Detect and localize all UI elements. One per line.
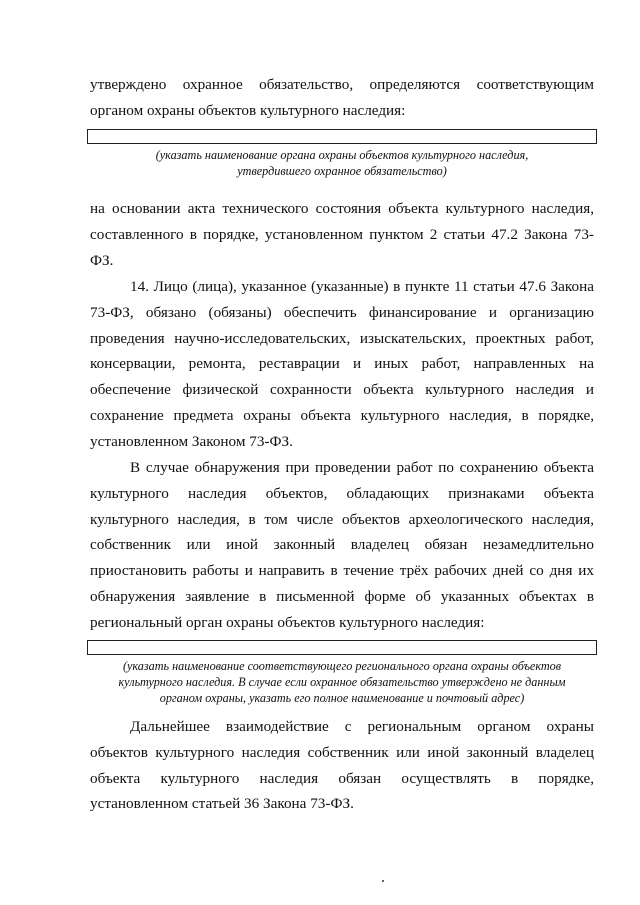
paragraph-14: 14. Лицо (лица), указанное (указанные) в пункте 11 статьи 47.6 Закона 73-ФЗ, обязано (обязаны) обеспечить финансирование и организацию проведения научно-исследовательских, изыскательских, проектных работ, консервации, ремонта, реставрации и иных работ, направленных на обеспечение физической сохранности объекта культурного наследия и сохранение предмета охраны объекта культурного наследия, в порядке, установленном Законом 73-ФЗ.	[90, 278, 594, 450]
caption-line: утвердившего охранное обязательство)	[237, 164, 447, 178]
regional-authority-field	[87, 640, 597, 655]
caption-regional-authority	[90, 658, 594, 706]
paragraph-intro: утверждено охранное обязательство, определяются соответствующим органом охраны объектов культурного наследия:	[90, 76, 594, 119]
paragraph-discovery: В случае обнаружения при проведении работ по сохранению объекта культурного наследия объектов, обладающих признаками объекта культурного наследия, в том числе объектов археологического наследия, собственник или иной законный владелец обязан незамедлительно приостановить работы и направить в течение трёх рабочих дней со дня их обнаружения заявление в письменной форме об указанных объектах в региональный орган охраны объектов культурного наследия:	[90, 459, 594, 631]
caption-line: (указать наименование органа охраны объектов культурного наследия,	[155, 148, 529, 162]
caption-line: органом охраны, указать его полное наименование и почтовый адрес)	[159, 691, 525, 705]
paragraph-basis: на основании акта технического состояния объекта культурного наследия, составленного в порядке, установленном пунктом 2 статьи 47.2 Закона 73-ФЗ.	[90, 200, 594, 269]
paragraph-further-interaction: Дальнейшее взаимодействие с региональным органом охраны объектов культурного наследия собственник или иной законный владелец объекта культурного наследия обязан осуществлять в порядке, установленном статьей 36 Закона 73-ФЗ.	[90, 718, 594, 813]
caption-line: (указать наименование соответствующего регионального органа охраны объектов	[122, 659, 562, 673]
scan-speck	[382, 880, 384, 882]
caption-line: культурного наследия. В случае если охранное обязательство утверждено не данным	[118, 675, 566, 689]
approving-authority-field	[87, 129, 597, 144]
caption-approving-authority	[90, 147, 594, 179]
